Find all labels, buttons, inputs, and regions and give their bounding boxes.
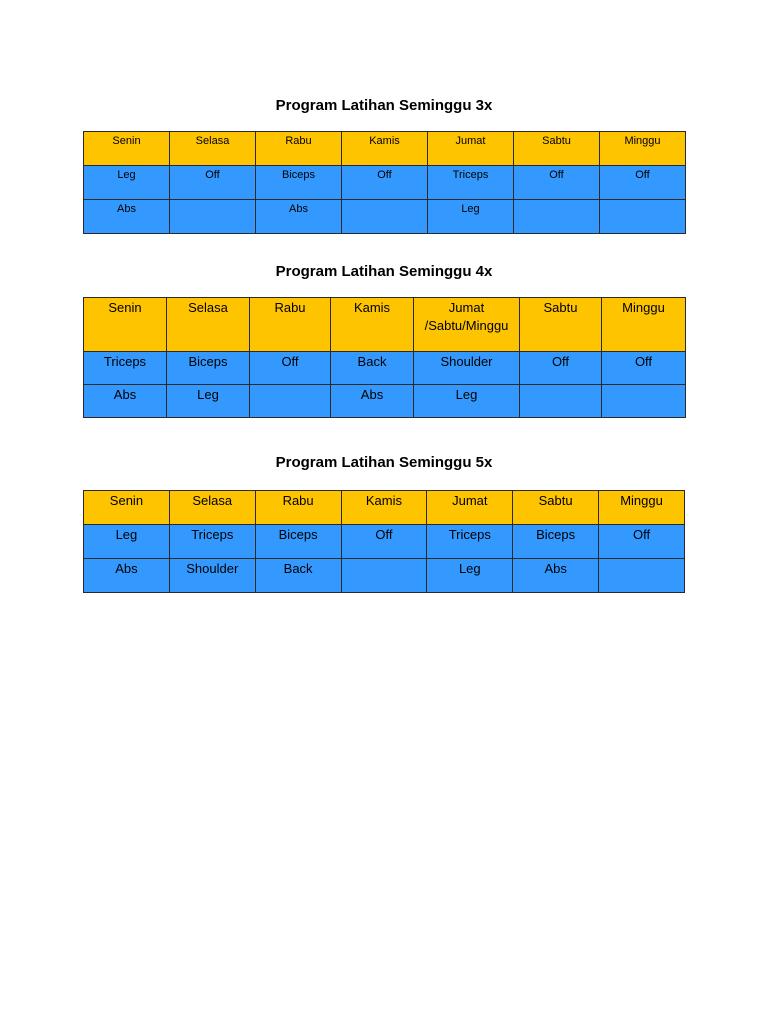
program-4x-title: Program Latihan Seminggu 4x [275, 263, 493, 280]
table-cell: Back [255, 559, 341, 593]
table-cell: Leg [84, 525, 170, 559]
table-cell: Abs [513, 559, 599, 593]
table-cell: Biceps [167, 352, 250, 385]
table-cell: Abs [331, 385, 414, 418]
header-cell: Senin [84, 491, 170, 525]
header-cell: Minggu [599, 491, 685, 525]
table-cell [514, 200, 600, 234]
header-cell: Sabtu [513, 491, 599, 525]
table-cell [170, 200, 256, 234]
table-cell: Triceps [84, 352, 167, 385]
table-cell: Leg [427, 559, 513, 593]
header-cell: Selasa [167, 298, 250, 352]
header-cell: Kamis [341, 491, 427, 525]
header-cell: Kamis [331, 298, 414, 352]
program-4x-table [83, 297, 686, 418]
table-cell [520, 385, 602, 418]
program-3x-title: Program Latihan Seminggu 3x [275, 97, 493, 114]
table-header-row [84, 298, 686, 352]
program-5x-title: Program Latihan Seminggu 5x [275, 454, 493, 471]
table-cell: Off [170, 166, 256, 200]
header-cell: Jumat [428, 132, 514, 166]
table-cell: Abs [256, 200, 342, 234]
table-header-row [84, 491, 685, 525]
table-cell: Leg [428, 200, 514, 234]
header-cell: Jumat [427, 491, 513, 525]
header-cell: Senin [84, 298, 167, 352]
table-cell: Shoulder [414, 352, 520, 385]
table-cell [600, 200, 686, 234]
table-cell: Leg [167, 385, 250, 418]
program-3x-table [83, 131, 686, 234]
table-cell: Off [602, 352, 686, 385]
table-cell: Off [342, 166, 428, 200]
table-header-row [84, 132, 686, 166]
table-cell: Leg [84, 166, 170, 200]
table-cell: Triceps [428, 166, 514, 200]
program-5x-table [83, 490, 685, 593]
table-cell: Back [331, 352, 414, 385]
table-cell: Abs [84, 200, 170, 234]
table-cell [250, 385, 331, 418]
table-cell: Off [514, 166, 600, 200]
header-cell: Rabu [255, 491, 341, 525]
table-cell: Off [341, 525, 427, 559]
table-cell: Biceps [513, 525, 599, 559]
table-cell: Biceps [256, 166, 342, 200]
header-cell: Jumat /Sabtu/Minggu [414, 298, 520, 352]
header-cell: Sabtu [514, 132, 600, 166]
table-cell: Biceps [255, 525, 341, 559]
table-cell: Triceps [169, 525, 255, 559]
table-row [84, 525, 685, 559]
table-row [84, 200, 686, 234]
table-row [84, 352, 686, 385]
table-cell: Off [250, 352, 331, 385]
table-cell [341, 559, 427, 593]
header-cell: Rabu [250, 298, 331, 352]
table-cell: Leg [414, 385, 520, 418]
header-cell: Rabu [256, 132, 342, 166]
table-cell [602, 385, 686, 418]
header-cell: Minggu [602, 298, 686, 352]
table-cell: Off [600, 166, 686, 200]
table-cell: Abs [84, 559, 170, 593]
table-cell [599, 559, 685, 593]
table-cell: Off [599, 525, 685, 559]
table-row [84, 385, 686, 418]
header-cell: Kamis [342, 132, 428, 166]
header-cell: Selasa [169, 491, 255, 525]
table-cell: Abs [84, 385, 167, 418]
header-cell: Minggu [600, 132, 686, 166]
table-cell: Triceps [427, 525, 513, 559]
table-row [84, 166, 686, 200]
header-cell: Senin [84, 132, 170, 166]
table-cell [342, 200, 428, 234]
table-cell: Off [520, 352, 602, 385]
header-cell: Sabtu [520, 298, 602, 352]
header-cell: Selasa [170, 132, 256, 166]
table-row [84, 559, 685, 593]
table-cell: Shoulder [169, 559, 255, 593]
